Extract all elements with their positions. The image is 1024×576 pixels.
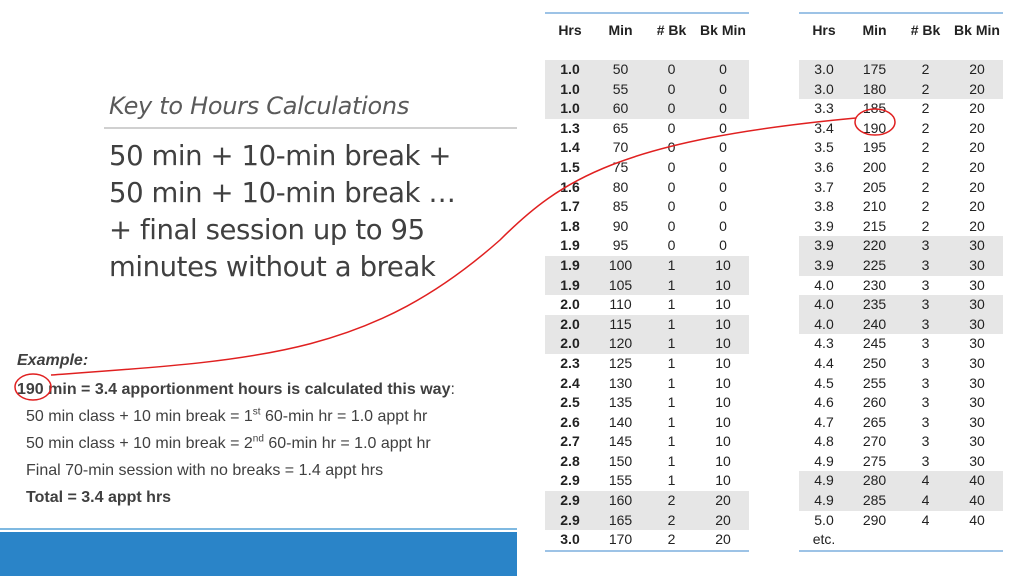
cell-hrs: 3.9 — [814, 217, 834, 234]
table-row — [545, 217, 749, 237]
cell-min: 250 — [862, 354, 887, 371]
cell-min: 185 — [862, 100, 887, 117]
cell-breaks: 3 — [921, 433, 930, 450]
table-row — [545, 491, 749, 511]
cell-hrs: 1.0 — [545, 80, 595, 100]
cell-break-min: 10 — [715, 354, 731, 371]
cell-break-min: 30 — [951, 256, 1003, 276]
example-line-2-sup: nd — [252, 433, 264, 445]
cell-breaks: 2 — [921, 178, 930, 195]
table-row — [799, 393, 1003, 413]
example-line-1-post: 60-min hr = 1.0 appt hr — [260, 408, 428, 425]
cell-breaks: 1 — [667, 374, 676, 391]
cell-breaks: 3 — [921, 394, 930, 411]
table-row — [799, 197, 1003, 217]
table-row — [545, 197, 749, 217]
cell-hrs: 3.9 — [799, 256, 849, 276]
cell-breaks: 0 — [667, 198, 676, 215]
table-row — [799, 530, 1003, 551]
cell-breaks: 0 — [667, 158, 676, 175]
cell-breaks — [900, 530, 951, 551]
cell-break-min: 20 — [969, 178, 985, 195]
cell-min: 175 — [849, 60, 900, 80]
cell-breaks: 2 — [900, 80, 951, 100]
cell-breaks: 3 — [900, 256, 951, 276]
cell-min: 235 — [849, 295, 900, 315]
table-row — [799, 295, 1003, 315]
table-row — [799, 276, 1003, 296]
table-row — [799, 158, 1003, 178]
cell-break-min: 20 — [697, 511, 749, 531]
cell-min: 115 — [595, 315, 646, 335]
cell-hrs: 1.5 — [560, 158, 580, 175]
cell-breaks: 1 — [646, 256, 697, 276]
example-label: Example: — [17, 352, 89, 369]
cell-break-min: 30 — [969, 452, 985, 469]
cell-min: 285 — [849, 491, 900, 511]
cell-break-min: 30 — [951, 236, 1003, 256]
cell-min: 275 — [862, 452, 887, 469]
cell-break-min: 0 — [719, 198, 727, 215]
table-row — [545, 530, 749, 551]
cell-break-min: 10 — [697, 334, 749, 354]
cell-hrs: 4.0 — [814, 276, 834, 293]
example-line-3: Final 70-min session with no breaks = 1.4 appt hrs — [26, 462, 384, 479]
cell-breaks: 1 — [646, 334, 697, 354]
table-row — [799, 99, 1003, 119]
cell-break-min: 10 — [715, 472, 731, 489]
cell-breaks: 3 — [921, 354, 930, 371]
cell-min: 220 — [849, 236, 900, 256]
cell-breaks: 0 — [646, 99, 697, 119]
table-row — [545, 256, 749, 276]
cell-hrs: 1.7 — [560, 198, 580, 215]
cell-hrs: 1.3 — [560, 119, 580, 136]
cell-min: 55 — [595, 80, 646, 100]
body-line: 50 min + 10-min break … — [109, 177, 456, 209]
cell-break-min: 30 — [969, 335, 985, 352]
cell-min: 165 — [595, 511, 646, 531]
table-row — [545, 334, 749, 354]
cell-hrs: 2.3 — [560, 354, 580, 371]
cell-min: 100 — [595, 256, 646, 276]
cell-breaks: 1 — [667, 394, 676, 411]
cell-breaks: 1 — [667, 354, 676, 371]
table-row — [799, 80, 1003, 100]
cell-hrs: 2.0 — [560, 296, 580, 313]
cell-min: 75 — [612, 158, 629, 175]
table-row — [799, 315, 1003, 335]
cell-min: 110 — [609, 296, 632, 313]
cell-min: 50 — [595, 60, 646, 80]
cell-min — [849, 530, 900, 551]
cell-hrs: 4.6 — [814, 394, 834, 411]
cell-hrs: 1.0 — [545, 60, 595, 80]
cell-hrs: 2.0 — [545, 315, 595, 335]
cell-break-min: 0 — [719, 158, 727, 175]
title-divider — [104, 127, 517, 129]
cell-hrs: 2.7 — [560, 433, 580, 450]
cell-break-min: 20 — [969, 139, 985, 156]
col-header-min: Min — [608, 22, 633, 38]
cell-break-min: 20 — [969, 100, 985, 117]
table-row — [545, 119, 749, 139]
body-line: 50 min + 10-min break + — [109, 140, 452, 172]
cell-breaks: 3 — [921, 276, 930, 293]
col-header-hrs: Hrs — [558, 22, 582, 38]
cell-break-min: 10 — [715, 394, 731, 411]
table-row — [799, 236, 1003, 256]
cell-hrs: 1.0 — [545, 99, 595, 119]
cell-break-min: 0 — [719, 178, 727, 195]
cell-min: 170 — [608, 531, 633, 548]
cell-break-min: 0 — [719, 237, 727, 254]
cell-min: 205 — [862, 178, 887, 195]
cell-min: 130 — [608, 374, 633, 391]
cell-break-min: 30 — [969, 433, 985, 450]
cell-break-min: 30 — [969, 276, 985, 293]
cell-hrs: 3.0 — [560, 531, 580, 548]
example-total: Total = 3.4 appt hrs — [26, 489, 172, 506]
cell-breaks: 4 — [921, 511, 930, 528]
cell-min: 280 — [849, 471, 900, 491]
hours-table-left — [545, 12, 749, 552]
cell-breaks: 2 — [646, 511, 697, 531]
table-row — [545, 99, 749, 119]
cell-min: 150 — [608, 452, 633, 469]
cell-break-min: 0 — [697, 99, 749, 119]
cell-breaks: 3 — [900, 236, 951, 256]
cell-min: 70 — [612, 139, 629, 156]
body-line: + final session up to 95 — [109, 214, 425, 246]
table-row — [545, 158, 749, 178]
cell-breaks: 1 — [667, 296, 676, 313]
example-line-2-post: 60-min hr = 1.0 appt hr — [263, 435, 431, 452]
cell-min: 60 — [595, 99, 646, 119]
cell-breaks: 0 — [667, 119, 676, 136]
cell-break-min: 20 — [951, 80, 1003, 100]
cell-break-min: 10 — [715, 433, 731, 450]
table-row — [545, 374, 749, 394]
table-row — [545, 178, 749, 198]
table-row — [799, 511, 1003, 531]
cell-break-min: 20 — [969, 217, 985, 234]
cell-min: 200 — [862, 158, 887, 175]
cell-breaks: 4 — [900, 491, 951, 511]
example-heading-colon: : — [450, 381, 455, 398]
cell-min: 105 — [595, 276, 646, 296]
cell-break-min: 10 — [697, 256, 749, 276]
cell-breaks: 0 — [667, 178, 676, 195]
cell-min: 135 — [608, 394, 633, 411]
cell-hrs: 2.9 — [545, 511, 595, 531]
cell-break-min: 30 — [969, 413, 985, 430]
cell-hrs: 4.9 — [799, 491, 849, 511]
cell-breaks: 3 — [921, 413, 930, 430]
cell-hrs: 4.0 — [799, 315, 849, 335]
cell-hrs: 4.3 — [814, 335, 834, 352]
cell-break-min: 40 — [969, 511, 985, 528]
cell-breaks: 0 — [646, 60, 697, 80]
example-block — [17, 350, 517, 511]
cell-min: 190 — [862, 119, 887, 136]
footer-band — [0, 532, 517, 576]
cell-hrs: 1.8 — [560, 217, 580, 234]
col-header-bk: # Bk — [910, 22, 941, 38]
cell-breaks: 0 — [646, 80, 697, 100]
cell-min: 155 — [608, 472, 633, 489]
cell-min: 125 — [608, 354, 633, 371]
cell-hrs: 1.6 — [560, 178, 580, 195]
cell-breaks: 1 — [667, 472, 676, 489]
cell-break-min: 0 — [719, 217, 727, 234]
table-row — [545, 236, 749, 256]
example-line-2-pre: 50 min class + 10 min break = 2 — [26, 435, 253, 452]
cell-hrs: 4.4 — [814, 354, 834, 371]
table-row — [799, 217, 1003, 237]
cell-breaks: 1 — [667, 452, 676, 469]
cell-breaks: 1 — [667, 413, 676, 430]
table-row — [545, 432, 749, 452]
cell-hrs: 3.8 — [814, 198, 834, 215]
cell-hrs: 2.8 — [560, 452, 580, 469]
cell-break-min: 20 — [697, 491, 749, 511]
cell-break-min: 40 — [951, 491, 1003, 511]
table-row — [799, 178, 1003, 198]
cell-min: 65 — [612, 119, 629, 136]
cell-break-min: 20 — [715, 531, 731, 548]
example-line-1-pre: 50 min class + 10 min break = 1 — [26, 408, 253, 425]
cell-min: 240 — [849, 315, 900, 335]
table-header-row — [799, 13, 1003, 60]
table-row — [799, 256, 1003, 276]
table-row — [545, 471, 749, 491]
cell-hrs: 2.6 — [560, 413, 580, 430]
cell-hrs: 1.9 — [560, 237, 580, 254]
cell-hrs: 2.9 — [545, 491, 595, 511]
cell-hrs: 2.5 — [560, 394, 580, 411]
cell-break-min: 10 — [715, 413, 731, 430]
example-line-1-sup: st — [252, 406, 261, 418]
cell-hrs: 2.0 — [545, 334, 595, 354]
cell-hrs: 4.5 — [814, 374, 834, 391]
cell-hrs: 3.9 — [799, 236, 849, 256]
cell-hrs: 4.9 — [814, 452, 834, 469]
cell-break-min: 20 — [969, 119, 985, 136]
cell-breaks: 0 — [667, 237, 676, 254]
cell-breaks: 2 — [921, 158, 930, 175]
cell-min: 95 — [612, 237, 629, 254]
col-header-bk-min: Bk Min — [954, 22, 1000, 38]
table-row — [799, 334, 1003, 354]
table-row — [545, 511, 749, 531]
table-row — [545, 354, 749, 374]
cell-breaks: 3 — [921, 374, 930, 391]
cell-break-min: 0 — [719, 119, 727, 136]
cell-hrs: 4.8 — [814, 433, 834, 450]
cell-break-min: 10 — [715, 452, 731, 469]
cell-min: 195 — [862, 139, 887, 156]
table-row — [799, 432, 1003, 452]
example-heading-text: 190 min = 3.4 apportionment hours is calculated this way — [17, 381, 451, 398]
cell-min: 85 — [612, 198, 629, 215]
cell-min: 290 — [862, 511, 887, 528]
cell-min: 90 — [612, 217, 629, 234]
col-header-min: Min — [862, 22, 887, 38]
table-header-row — [545, 13, 749, 60]
table-row — [545, 315, 749, 335]
table-row — [545, 60, 749, 80]
cell-breaks: 3 — [921, 335, 930, 352]
cell-hrs: 2.4 — [560, 374, 580, 391]
cell-hrs: 4.7 — [814, 413, 834, 430]
cell-hrs: 3.4 — [814, 119, 834, 136]
cell-break-min: 20 — [969, 198, 985, 215]
table-row — [545, 80, 749, 100]
table-row — [799, 354, 1003, 374]
cell-break-min: 0 — [697, 60, 749, 80]
cell-break-min: 10 — [697, 276, 749, 296]
table-row — [545, 413, 749, 433]
cell-hrs: 3.6 — [814, 158, 834, 175]
table-row — [799, 413, 1003, 433]
example-heading — [17, 376, 517, 403]
cell-breaks: 1 — [667, 433, 676, 450]
cell-break-min: 30 — [969, 394, 985, 411]
cell-min: 160 — [595, 491, 646, 511]
cell-breaks: 3 — [900, 315, 951, 335]
cell-breaks: 2 — [921, 100, 930, 117]
cell-hrs: 3.5 — [814, 139, 834, 156]
cell-breaks: 3 — [921, 452, 930, 469]
cell-hrs: 3.0 — [799, 80, 849, 100]
col-header-hrs: Hrs — [812, 22, 836, 38]
cell-min: 245 — [862, 335, 887, 352]
cell-break-min: 30 — [969, 354, 985, 371]
cell-min: 215 — [862, 217, 887, 234]
cell-break-min: 20 — [969, 158, 985, 175]
cell-break-min: 30 — [951, 295, 1003, 315]
table-row — [799, 471, 1003, 491]
cell-breaks: 4 — [900, 471, 951, 491]
cell-break-min: 0 — [719, 139, 727, 156]
cell-breaks: 1 — [646, 276, 697, 296]
cell-min: 120 — [595, 334, 646, 354]
cell-min: 230 — [862, 276, 887, 293]
cell-min: 140 — [608, 413, 633, 430]
table-row — [799, 491, 1003, 511]
cell-breaks: 2 — [667, 531, 676, 548]
table-row — [545, 276, 749, 296]
cell-hrs: 3.3 — [814, 100, 834, 117]
cell-min: 180 — [849, 80, 900, 100]
hours-table-right — [799, 12, 1003, 552]
cell-min: 210 — [862, 198, 887, 215]
cell-breaks: 3 — [900, 295, 951, 315]
col-header-bk-min: Bk Min — [700, 22, 746, 38]
table-row — [799, 138, 1003, 158]
cell-hrs: 4.0 — [799, 295, 849, 315]
cell-break-min: 40 — [951, 471, 1003, 491]
cell-breaks: 2 — [921, 217, 930, 234]
cell-breaks: 2 — [921, 119, 930, 136]
table-row — [545, 452, 749, 472]
cell-break-min — [951, 530, 1003, 551]
cell-break-min: 10 — [697, 315, 749, 335]
cell-breaks: 0 — [667, 139, 676, 156]
table-row — [545, 393, 749, 413]
cell-min: 260 — [862, 394, 887, 411]
cell-min: 145 — [608, 433, 633, 450]
cell-hrs: etc. — [812, 531, 836, 548]
cell-hrs: 1.4 — [560, 139, 580, 156]
cell-breaks: 2 — [921, 139, 930, 156]
cell-hrs: 3.7 — [814, 178, 834, 195]
footer-divider — [0, 528, 517, 530]
cell-hrs: 2.9 — [560, 472, 580, 489]
body-line: minutes without a break — [109, 251, 436, 283]
cell-break-min: 10 — [715, 374, 731, 391]
table-row — [799, 60, 1003, 80]
cell-hrs: 3.0 — [799, 60, 849, 80]
cell-breaks: 2 — [900, 60, 951, 80]
cell-hrs: 1.9 — [545, 276, 595, 296]
cell-break-min: 30 — [951, 315, 1003, 335]
table-row — [799, 374, 1003, 394]
cell-breaks: 1 — [646, 315, 697, 335]
cell-hrs: 1.9 — [545, 256, 595, 276]
example-line-1 — [17, 403, 517, 430]
table-row — [799, 119, 1003, 139]
cell-min: 225 — [849, 256, 900, 276]
cell-break-min: 10 — [715, 296, 731, 313]
example-line-2 — [17, 430, 517, 457]
cell-min: 80 — [612, 178, 629, 195]
cell-breaks: 2 — [921, 198, 930, 215]
table-row — [799, 452, 1003, 472]
cell-min: 265 — [862, 413, 887, 430]
cell-breaks: 0 — [667, 217, 676, 234]
table-row — [545, 295, 749, 315]
cell-hrs: 5.0 — [814, 511, 834, 528]
cell-hrs: 4.9 — [799, 471, 849, 491]
cell-min: 255 — [862, 374, 887, 391]
col-header-bk: # Bk — [656, 22, 687, 38]
body-text — [109, 138, 509, 286]
table-row — [545, 138, 749, 158]
cell-min: 270 — [862, 433, 887, 450]
cell-breaks: 2 — [646, 491, 697, 511]
cell-break-min: 0 — [697, 80, 749, 100]
slide-title: Key to Hours Calculations — [109, 92, 410, 120]
cell-break-min: 20 — [951, 60, 1003, 80]
cell-break-min: 30 — [969, 374, 985, 391]
